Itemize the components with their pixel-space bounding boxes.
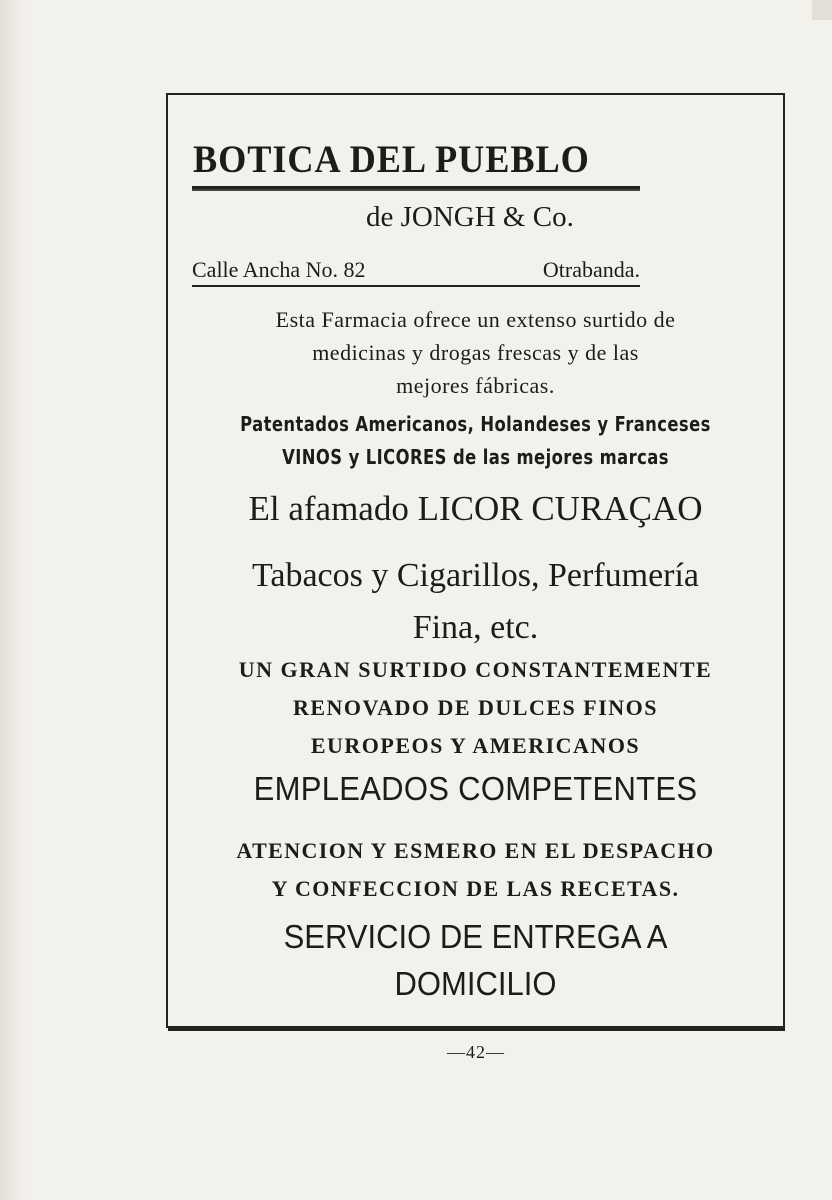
street-address: Calle Ancha No. 82 (192, 257, 366, 282)
tobacco-line: Tabacos y Cigarillos, Perfumería (251, 557, 700, 594)
description-line: medicinas y drogas frescas y de las (312, 340, 639, 365)
page-number-text: —42— (447, 1042, 505, 1062)
district: Otrabanda. (542, 257, 640, 282)
description-line: Esta Farmacia ofrece un extenso surtido de (275, 307, 676, 332)
ad-title: BOTICA DEL PUEBLO (193, 138, 590, 181)
tobacco-line: Fina, etc. (412, 609, 539, 646)
patent-line: VINOS y LICORES de las mejores marcas (282, 445, 669, 469)
home-delivery (186, 913, 764, 1007)
title-underline (192, 186, 640, 191)
delivery-line: DOMICILIO (394, 965, 557, 1002)
pharmacy-description (168, 303, 783, 402)
delivery-line: SERVICIO DE ENTREGA A (283, 918, 668, 955)
page-corner (812, 0, 832, 20)
page-number (0, 1042, 832, 1063)
address-line (192, 255, 640, 287)
attention-dispatch (168, 832, 783, 908)
patent-products (223, 408, 727, 474)
attention-line: ATENCION Y ESMERO EN EL DESPACHO (236, 838, 715, 863)
sweets-line: RENOVADO DE DULCES FINOS (292, 695, 659, 720)
sweets-line: UN GRAN SURTIDO CONSTANTEMENTE (238, 657, 713, 682)
sweets-assortment (168, 651, 783, 765)
tobacco-perfume (168, 550, 783, 654)
advertisement-box (166, 93, 785, 1028)
page-edge-shadow (0, 0, 26, 1200)
description-line: mejores fábricas. (396, 373, 555, 398)
company-name: de JONGH & Co. (366, 201, 574, 233)
patent-line: Patentados Americanos, Holandeses y Franceses (240, 412, 711, 436)
attention-line: Y CONFECCION DE LAS RECETAS. (271, 876, 680, 901)
competent-staff: EMPLEADOS COMPETENTES (253, 770, 698, 807)
licor-curacao: El afamado LICOR CURAÇAO (248, 489, 703, 528)
sweets-line: EUROPEOS Y AMERICANOS (310, 733, 641, 758)
